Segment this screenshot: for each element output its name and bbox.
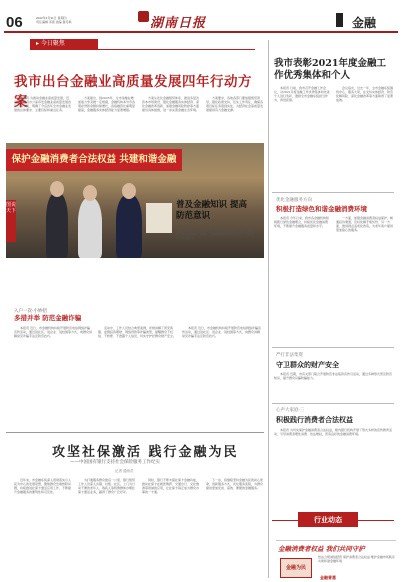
right-article-2-col-2 [336, 216, 394, 344]
section-divider [272, 347, 394, 348]
ad-text: 依法合规诚信经营 保护消费者合法权益 维护金融市场秩序 共建和谐金融环境 [318, 555, 395, 563]
right-article-1-title: 我市表彰2021年度金融工作优秀集体和个人 [274, 58, 386, 81]
masthead: 湖南日报 [150, 16, 207, 31]
feature-col-2 [78, 478, 136, 578]
main-article-paragraph: 方案要求，各地各部门要加强组织领导，强化政策支持，压实工作责任，确保各项目标任务落到实处，为经济社会高质量发展提供有力金融支撑。 [206, 96, 264, 112]
ad-logo: 金融为民 [280, 558, 312, 578]
right-article-3-title: 守卫群众的财产安全 [276, 360, 339, 369]
main-headline: 我市出台金融业高质量发展四年行动方案 [14, 74, 252, 110]
industry-rule-right [358, 520, 394, 521]
right-article-3-body [274, 372, 394, 402]
section-marker-icon [336, 13, 343, 27]
main-article-paragraph: 本报讯 为推动金融业高质量发展，近日，市政府办公室印发金融业高质量发展四年行动方案，明确了今后四年全市金融业发展的总体要求、主要目标和重点任务。 [14, 96, 72, 112]
ad-footer: 金融普惠 [320, 575, 336, 580]
right-article-2-kicker: 优化金融服务方向 [276, 198, 312, 203]
issue-editors: 责任编辑 邓燕 美编 谢月枫 [36, 20, 72, 24]
person-figure [46, 193, 68, 258]
right-article-3-paragraph: 本报讯 近期，市有关部门联合开展防范非法集资宣传月活动，通过多种形式普及防范知识，提升群众识骗防骗能力。 [274, 372, 392, 380]
section-divider [272, 192, 394, 193]
photo-banner: 保护金融消费者合法权益 共建和谐金融 [6, 149, 182, 171]
right-article-3-kicker: 严打非法集资 [276, 353, 303, 358]
feature-byline: 记者 通讯员 [115, 469, 134, 473]
feature-col-1 [14, 478, 72, 578]
feature-paragraph: 下一步，将继续坚持金融为民的初心使命，创新服务方式，优化服务流程，为群众提供更加优质、高效、便捷的金融服务。 [206, 478, 264, 490]
main-article-col-3 [142, 96, 200, 140]
header-rule [4, 31, 398, 33]
feature-paragraph: 为打通服务群众最后一公里，银行组织工作人员深入乡镇、村组、社区，上门为行动不便的老年人、残疾人等特殊群体办理社保卡激活业务，赢得了群众广泛好评。 [78, 478, 136, 494]
right-article-1-col-2 [336, 86, 394, 186]
sub-article-title: 多措并举 防范金融诈骗 [14, 314, 82, 322]
sub-article-col-1 [14, 326, 92, 424]
focus-rule [30, 49, 255, 50]
sub-article-col-2 [98, 326, 176, 424]
right-article-2-paragraph: 本报讯 今年以来，我市各金融机构积极践行绿色金融理念，持续优化金融消费环境，不断提升金融服务质量和水平。 [274, 216, 329, 228]
main-article-paragraph: 方案提出，到2025年，全市金融业增加值力争突破一定规模，金融机构本外币各项存贷款余额持续增长，直接融资比重明显提高，金融服务实体经济能力显著增强。 [78, 96, 136, 112]
page-number: 06 [6, 14, 23, 31]
photo-title: 普及金融知识 提高防范意识 [176, 200, 247, 221]
right-article-2-title: 积极打造绿色和谐金融消费环境 [276, 205, 367, 213]
main-article-paragraph: 方案从优化金融组织体系、推进多层次资本市场建设、强化金融服务实体经济、深化金融改革创新、加强金融风险防控等方面提出具体措施，进一步完善金融生态环境。 [142, 96, 200, 112]
right-article-4-kicker: 心声大家庭·三 [276, 408, 305, 413]
feature-col-4 [206, 478, 264, 578]
right-article-4-title: 积极践行消费者合法权益 [276, 415, 353, 424]
feature-paragraph: 同时，银行不断丰富社保卡金融功能，推动社保卡在就医购药、交通出行、文化旅游等领域的应用，让社保卡真正成为群众办事的一卡通。 [142, 478, 200, 494]
section-title: 金融 [352, 16, 377, 30]
column-divider [268, 40, 269, 578]
main-article-col-1 [14, 96, 72, 140]
section-divider [6, 432, 264, 433]
photo-sidebar [176, 200, 254, 270]
person-figure [78, 198, 102, 258]
right-article-4-paragraph: 本报讯 为切实保护金融消费者合法权益，辖内银行机构开展了形式多样的宣传教育活动，引导消费者理性消费、依法维权，营造良好的金融消费环境。 [274, 428, 392, 436]
person-head [83, 185, 97, 201]
focus-label-text: 今日聚焦 [40, 41, 65, 47]
feature-subtitle: ——中国国有银行支持社会保险服务工作纪实 [70, 460, 160, 465]
right-article-1-paragraph: 会议指出，过去一年，全市金融系统围绕中心、服务大局，在支持实体经济、防范化解风险、深化金融改革等方面取得了显著成效。 [336, 86, 394, 102]
sub-article-paragraph: 活动中，工作人员结合典型案例，详细讲解了冒充客服、虚假投资理财、网络贷款等诈骗类型，提醒群众不轻信、不转账、不透露个人信息，切实守护好群众财产安全。 [98, 326, 176, 338]
sub-article-col-3 [182, 326, 262, 424]
feature-paragraph: 近年来，市金融系统深入贯彻落实以人民为中心的发展思想，聚焦群众急难愁盼问题，持续推进社保卡激活应用工作，不断提升金融服务的便利性和可及性。 [14, 478, 72, 494]
photo-section-tag: 图说天下 [6, 200, 16, 242]
person-head [122, 183, 136, 199]
issue-info [36, 16, 72, 24]
leaflet-image [146, 203, 172, 233]
photo-caption: 近日，某银行工作人员在街头开展金融知识宣传活动，向市民普及金融常识，提醒广大群众增强风险防范意识，守护好自己的钱袋子。 [176, 228, 255, 240]
right-article-2-paragraph: 一方面，加强金融消费者权益保护，畅通投诉渠道，及时化解矛盾纠纷；另一方面，推进网点适老化改造，为老年客户提供更加贴心的服务。 [336, 216, 394, 232]
industry-label: 行业动态 [298, 512, 358, 527]
newspaper-logo-icon [138, 11, 149, 22]
sub-article-paragraph: 本报讯 近日，市金融机构持续开展防范电信网络诈骗宣传活动，通过进社区、进企业、进校园等方式，向群众讲解常见诈骗手法及防范技巧。 [182, 326, 261, 338]
feature-col-3 [142, 478, 200, 578]
right-article-1-col-1 [274, 86, 330, 186]
right-article-2-col-1 [274, 216, 330, 344]
person-figure [116, 195, 142, 258]
right-article-4-body [274, 428, 394, 504]
triangle-icon: ▸ [36, 41, 41, 47]
main-article-col-4 [206, 96, 264, 140]
main-article-col-2 [78, 96, 136, 140]
feature-title: 攻坚社保激活 践行金融为民 [52, 445, 239, 460]
person-head [50, 181, 64, 197]
ad-slogan: 金融消费者权益 我们共同守护 [278, 545, 365, 553]
sub-article-kicker: 入户一次·小妙招 [14, 309, 47, 314]
issue-date: 2022年3月31日 星期四 [36, 16, 67, 20]
sub-article-paragraph: 本报讯 近日，市金融机构持续开展防范电信网络诈骗宣传活动，通过进社区、进企业、进校园等方式，向群众讲解常见诈骗手法及防范技巧。 [14, 326, 92, 338]
section-divider [272, 403, 394, 404]
right-article-1-paragraph: 本报讯 日前，我市召开金融工作会议，对2021年度金融工作优秀集体和先进个人进行表彰，激励全市金融系统担当作为、再创佳绩。 [274, 86, 330, 102]
